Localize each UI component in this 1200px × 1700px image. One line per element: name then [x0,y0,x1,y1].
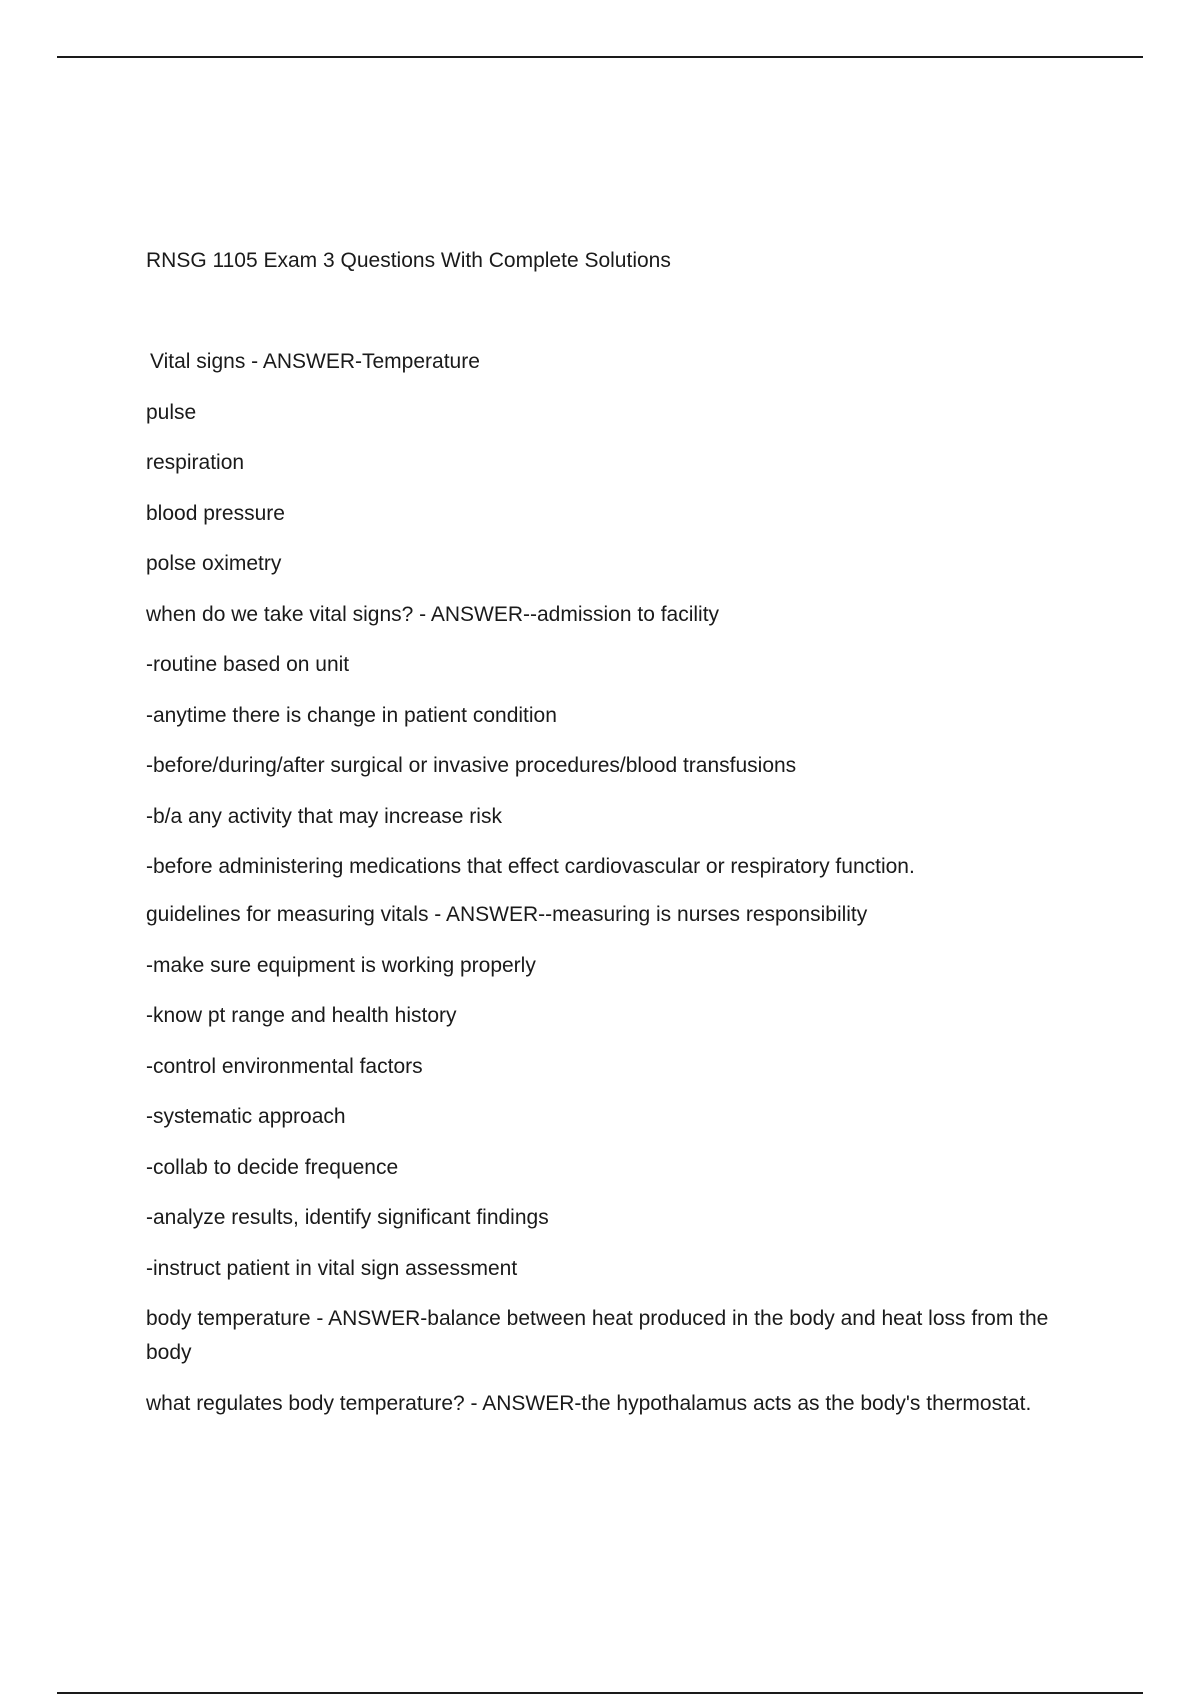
footer-rule [57,1692,1143,1694]
qa-line: -b/a any activity that may increase risk [146,805,502,828]
qa-line: respiration [146,451,245,474]
qa-line: -collab to decide frequence [146,1156,399,1179]
qa-line: Vital signs - ANSWER-Temperature [150,350,480,373]
qa-line: blood pressure [146,502,285,525]
qa-line: -before/during/after surgical or invasive procedures/blood transfusions [146,754,797,777]
qa-line: -know pt range and health history [146,1004,457,1027]
qa-line: -analyze results, identify significant findings [146,1206,549,1229]
qa-line: body temperature - ANSWER-balance between heat produced in the body and heat loss from the body [146,1307,1049,1364]
qa-line: what regulates body temperature? - ANSWER-the hypothalamus acts as the body's thermostat. [146,1392,1032,1415]
qa-line: -control environmental factors [146,1055,423,1078]
document-title: RNSG 1105 Exam 3 Questions With Complete Solutions [146,249,671,272]
qa-line: polse oximetry [146,552,282,575]
qa-line: -systematic approach [146,1105,346,1128]
qa-line: -routine based on unit [146,653,350,676]
qa-line: pulse [146,401,197,424]
header-rule [57,56,1143,58]
qa-line: guidelines for measuring vitals - ANSWER--measuring is nurses responsibility [146,903,868,926]
qa-line: -instruct patient in vital sign assessment [146,1257,518,1280]
qa-line: when do we take vital signs? - ANSWER--admission to facility [146,603,720,626]
qa-line: -anytime there is change in patient condition [146,704,557,727]
qa-line: -before administering medications that effect cardiovascular or respiratory function. [146,855,915,878]
qa-line: -make sure equipment is working properly [146,954,536,977]
